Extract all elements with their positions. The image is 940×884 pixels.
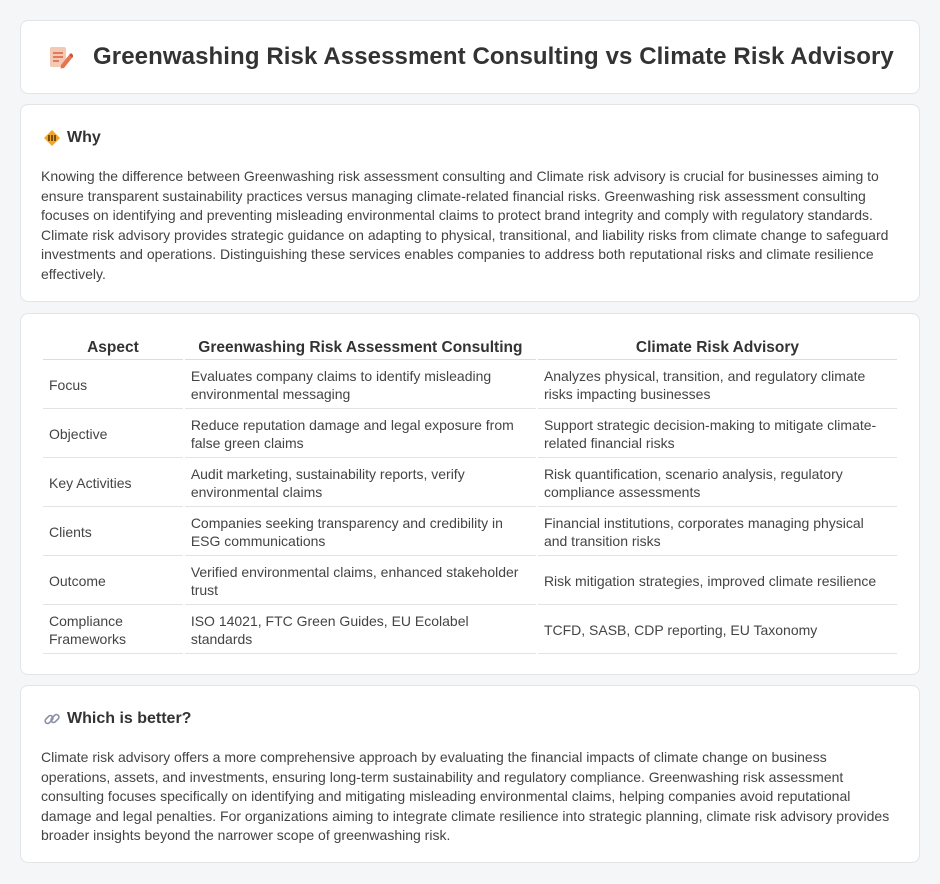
header-aspect: Aspect: [43, 336, 183, 360]
comparison-table: [41, 334, 899, 656]
aspect-cell: Compliance Frameworks: [43, 607, 183, 654]
table-row: [43, 411, 897, 458]
climate-cell: Financial institutions, corporates managing physical and transition risks: [538, 509, 897, 556]
document-edit-icon: [47, 44, 73, 70]
climate-cell: Support strategic decision-making to mitigate climate-related financial risks: [538, 411, 897, 458]
comparison-card: [20, 313, 920, 675]
table-row: [43, 362, 897, 409]
climate-cell: Risk quantification, scenario analysis, regulatory compliance assessments: [538, 460, 897, 507]
header-greenwashing: Greenwashing Risk Assessment Consulting: [185, 336, 536, 360]
aspect-cell: Clients: [43, 509, 183, 556]
greenwashing-cell: Reduce reputation damage and legal exposure from false green claims: [185, 411, 536, 458]
table-header-row: [43, 336, 897, 360]
climate-cell: TCFD, SASB, CDP reporting, EU Taxonomy: [538, 607, 897, 654]
greenwashing-cell: Companies seeking transparency and credibility in ESG communications: [185, 509, 536, 556]
header-climate: Climate Risk Advisory: [538, 336, 897, 360]
why-text: Knowing the difference between Greenwashing risk assessment consulting and Climate risk advisory is crucial for businesses aiming to ensure transparent sustainability practices versus managing climate-related financial risks. Greenwashing risk assessment consulting focuses on identifying and preventing misleading environmental claims to protect brand integrity and comply with regulatory standards. Climate risk advisory provides strategic guidance on adapting to physical, transitional, and liability risks from climate change to safeguard investments and operations. Distinguishing these services enables companies to address both reputational risks and climate resilience effectively.: [41, 168, 889, 282]
better-text: Climate risk advisory offers a more comprehensive approach by evaluating the financial impacts of climate change on business operations, assets, and investments, ensuring long-term sustainability and regulatory compliance. Greenwashing risk assessment consulting focuses specifically on identifying and mitigating misleading environmental claims, helping companies avoid reputational damage and legal penalties. For organizations aiming to integrate climate resilience into strategic planning, climate risk advisory provides broader insights beyond the narrower scope of greenwashing risk.: [41, 749, 890, 844]
greenwashing-cell: Audit marketing, sustainability reports, verify environmental claims: [185, 460, 536, 507]
link-icon: [43, 710, 61, 728]
climate-cell: Risk mitigation strategies, improved climate resilience: [538, 558, 897, 605]
table-row: [43, 558, 897, 605]
warning-sign-icon: [43, 129, 61, 147]
title-card: [20, 20, 920, 94]
aspect-cell: Objective: [43, 411, 183, 458]
aspect-cell: Key Activities: [43, 460, 183, 507]
aspect-cell: Focus: [43, 362, 183, 409]
page-title: Greenwashing Risk Assessment Consulting vs Climate Risk Advisory: [93, 43, 894, 70]
table-row: [43, 460, 897, 507]
aspect-cell: Outcome: [43, 558, 183, 605]
greenwashing-cell: Evaluates company claims to identify misleading environmental messaging: [185, 362, 536, 409]
which-is-better-section: [20, 685, 920, 863]
why-heading: Why: [67, 129, 101, 146]
greenwashing-cell: Verified environmental claims, enhanced stakeholder trust: [185, 558, 536, 605]
climate-cell: Analyzes physical, transition, and regulatory climate risks impacting businesses: [538, 362, 897, 409]
greenwashing-cell: ISO 14021, FTC Green Guides, EU Ecolabel standards: [185, 607, 536, 654]
why-section: [20, 104, 920, 302]
table-row: [43, 509, 897, 556]
better-heading: Which is better?: [67, 710, 192, 727]
table-row: [43, 607, 897, 654]
